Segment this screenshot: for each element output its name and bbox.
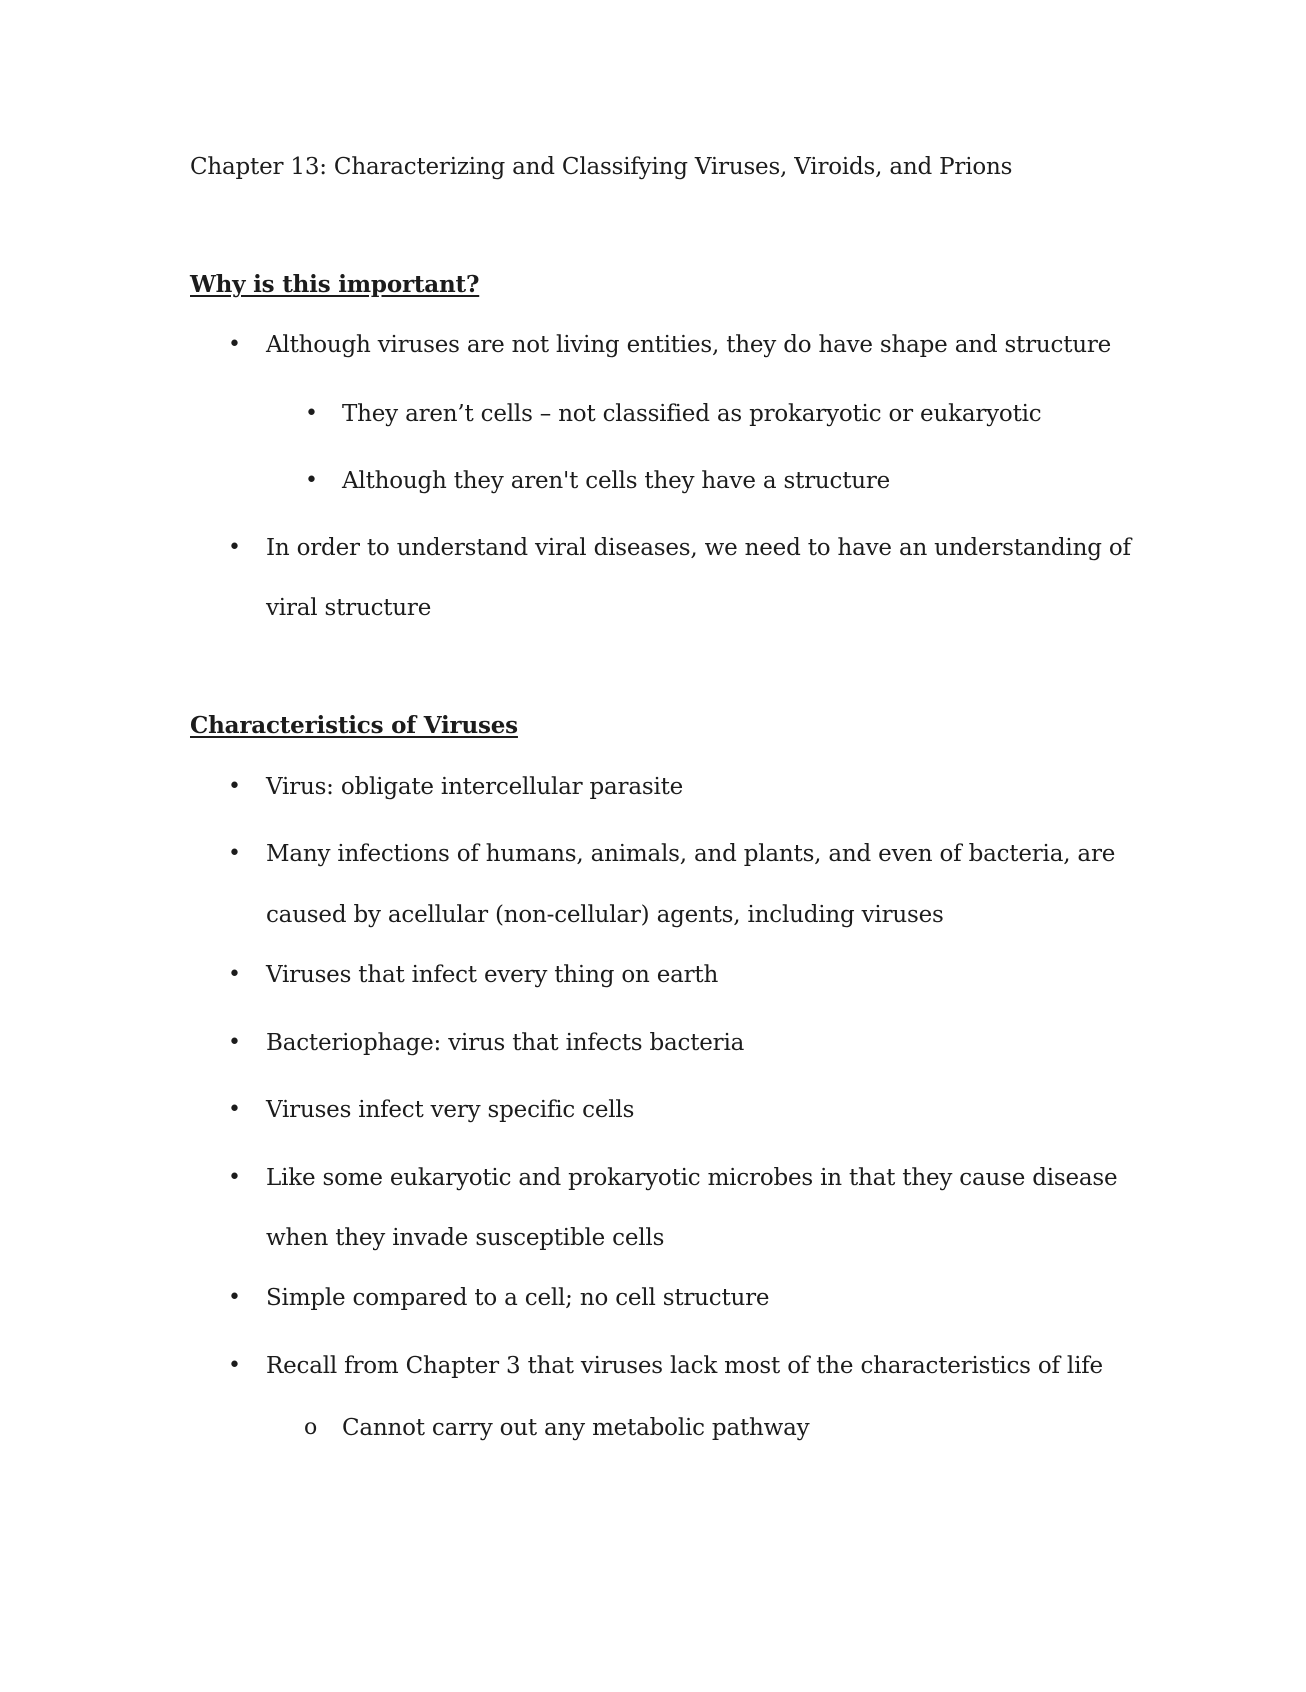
bullet-icon: • [228,1165,241,1190]
bullet-icon: • [228,962,241,987]
list-item: Like some eukaryotic and prokaryotic microbes in that they cause disease [266,1165,1118,1191]
list-item: Bacteriophage: virus that infects bacteria [266,1030,745,1056]
list-item-continuation: when they invade susceptible cells [266,1225,665,1251]
bullet-icon: • [228,535,241,560]
list-item: Although they aren't cells they have a structure [342,468,891,494]
bullet-icon: • [305,468,318,493]
list-item: Viruses that infect every thing on earth [266,962,719,988]
bullet-icon: • [228,841,241,866]
page-title: Chapter 13: Characterizing and Classifying Viruses, Viroids, and Prions [190,154,1013,180]
list-item-continuation: caused by acellular (non-cellular) agents, including viruses [266,902,944,928]
list-item: Simple compared to a cell; no cell structure [266,1285,770,1311]
circle-bullet-icon: o [304,1415,318,1440]
section-heading-characteristics: Characteristics of Viruses [190,712,518,739]
list-item: Although viruses are not living entities, they do have shape and structure [266,332,1112,358]
bullet-icon: • [228,1097,241,1122]
bullet-icon: • [228,332,241,357]
bullet-icon: • [305,401,318,426]
list-item: Recall from Chapter 3 that viruses lack most of the characteristics of life [266,1353,1103,1379]
bullet-icon: • [228,1030,241,1055]
list-item: They aren’t cells – not classified as prokaryotic or eukaryotic [342,401,1042,427]
bullet-icon: • [228,774,241,799]
bullet-icon: • [228,1285,241,1310]
bullet-icon: • [228,1353,241,1378]
list-item-continuation: viral structure [266,595,432,621]
list-item: Viruses infect very specific cells [266,1097,635,1123]
list-item: In order to understand viral diseases, we need to have an understanding of [266,535,1131,561]
list-item: Many infections of humans, animals, and plants, and even of bacteria, are [266,841,1116,867]
list-item: Cannot carry out any metabolic pathway [342,1415,810,1441]
section-heading-why-important: Why is this important? [190,271,480,298]
list-item: Virus: obligate intercellular parasite [266,774,684,800]
